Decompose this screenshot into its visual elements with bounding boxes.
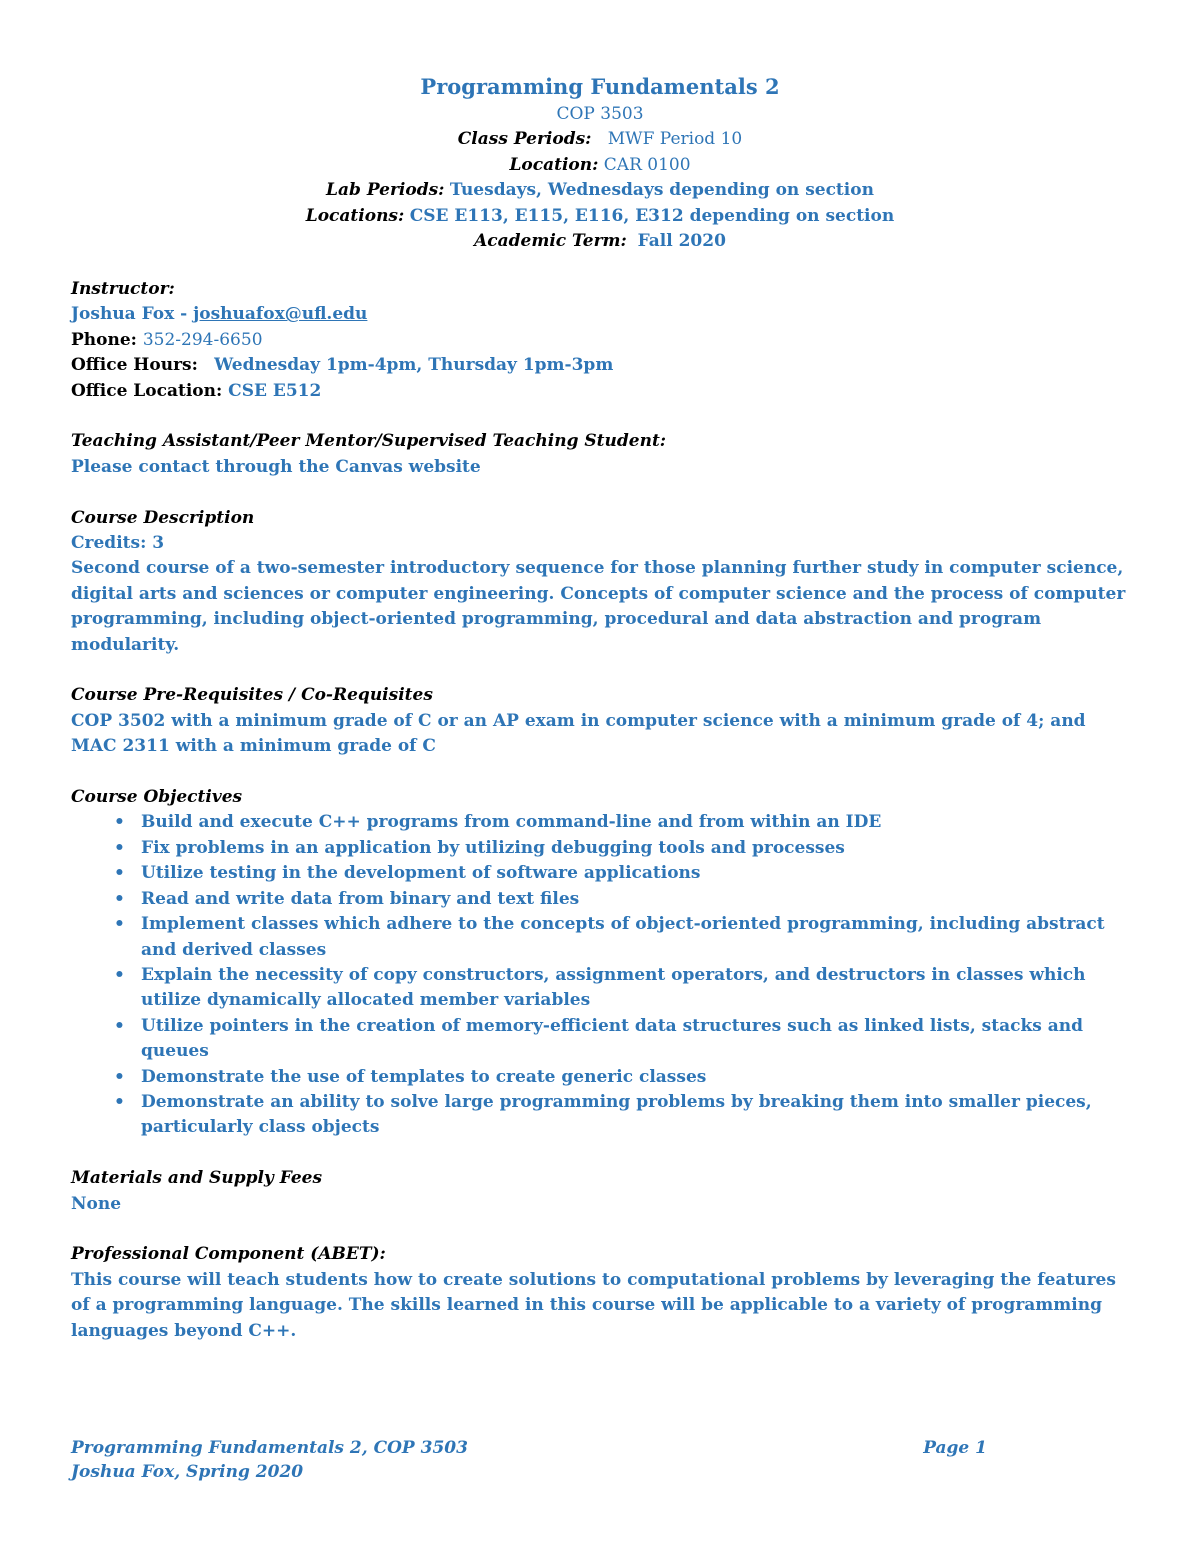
class-periods-label: Class Periods: <box>457 129 592 150</box>
list-item: • Build and execute C++ programs from command-line and from within an IDE <box>71 810 1133 835</box>
course-code: COP 3503 <box>556 104 644 124</box>
abet-heading: Professional Component (ABET): <box>71 1244 386 1265</box>
list-item: • Demonstrate an ability to solve large programming problems by breaking them into smaller pieces, particularly class objects <box>114 1091 1092 1138</box>
prereqs-heading: Course Pre-Requisites / Co-Requisites <box>71 685 433 706</box>
ta-text: Please contact through the Canvas website <box>71 456 481 477</box>
term-value: Fall 2020 <box>637 231 726 252</box>
list-item: • Explain the necessity of copy constructors, assignment operators, and destructors in classes which utilize dynamically allocated member variables <box>114 964 1086 1011</box>
list-item: • Utilize testing in the development of software applications <box>71 861 1133 886</box>
lab-periods-value: Tuesdays, Wednesdays depending on section <box>449 180 874 201</box>
lab-periods-line <box>0 178 1200 203</box>
page-footer <box>71 1436 987 1484</box>
office-location-line <box>71 379 1133 404</box>
list-item: • Fix problems in an application by utilizing debugging tools and processes <box>71 836 1133 861</box>
instructor-name-line <box>71 302 1133 327</box>
description-heading: Course Description <box>71 507 255 528</box>
location-line <box>0 153 1200 178</box>
instructor-email-link[interactable]: joshuafox@ufl.edu <box>193 304 368 325</box>
objectives-list <box>71 810 1133 1140</box>
class-periods-line <box>0 127 1200 152</box>
footer-author: Joshua Fox, Spring 2020 <box>71 1462 304 1482</box>
instructor-heading: Instructor: <box>71 279 175 299</box>
bullet-icon: • <box>114 1015 125 1036</box>
bullet-icon: • <box>114 837 125 858</box>
course-header <box>0 72 1200 254</box>
list-item: • Read and write data from binary and text files <box>71 887 1133 912</box>
lab-locations-value: CSE E113, E115, E116, E312 depending on section <box>409 205 895 226</box>
materials-text: None <box>71 1193 122 1214</box>
bullet-icon: • <box>114 964 125 985</box>
phone-label: Phone: <box>71 329 143 350</box>
office-hours-label: Office Hours: <box>71 355 198 376</box>
credits-text: Credits: 3 <box>71 533 165 554</box>
office-hours-line <box>71 353 1133 378</box>
materials-heading: Materials and Supply Fees <box>71 1168 323 1189</box>
footer-page-number: Page 1 <box>923 1438 987 1458</box>
bullet-icon: • <box>114 888 125 909</box>
term-label: Academic Term: <box>474 231 627 252</box>
objectives-heading: Course Objectives <box>71 787 243 808</box>
list-item: • Implement classes which adhere to the concepts of object-oriented programming, including abstract and derived classes <box>114 914 1105 960</box>
office-location-label: Office Location: <box>71 380 229 401</box>
location-label: Location: <box>509 154 599 175</box>
instructor-name: Joshua Fox - <box>71 304 194 325</box>
bullet-icon: • <box>114 1091 125 1112</box>
class-periods-value: MWF Period 10 <box>607 129 743 150</box>
list-item: • Demonstrate the use of templates to create generic classes <box>71 1065 1133 1090</box>
abet-text: This course will teach students how to create solutions to computational problems by leveraging the features of a programming language. The skills learned in this course will be applicable to a variety of programming languages beyond C++. <box>71 1269 1116 1341</box>
lab-periods-label: Lab Periods: <box>326 180 445 201</box>
ta-heading: Teaching Assistant/Peer Mentor/Supervised Teaching Student: <box>71 431 667 452</box>
phone-value: 352-294-6650 <box>142 329 263 350</box>
bullet-icon: • <box>114 863 125 884</box>
bullet-icon: • <box>114 812 125 833</box>
lab-locations-label: Locations: <box>305 205 405 226</box>
prereqs-text: COP 3502 with a minimum grade of C or an AP exam in computer science with a minimum grade of 4; and MAC 2311 with a minimum grade of C <box>71 710 1086 757</box>
course-title: Programming Fundamentals 2 <box>420 74 780 99</box>
term-line <box>0 229 1200 254</box>
bullet-icon: • <box>114 1066 125 1087</box>
bullet-icon: • <box>114 914 125 935</box>
description-text: Second course of a two-semester introductory sequence for those planning further study in computer science, digital arts and sciences or computer engineering. Concepts of computer science and the process of computer programming, including object-oriented programming, procedural and data abstraction and program modularity. <box>71 558 1126 655</box>
office-location-value: CSE E512 <box>228 380 322 401</box>
location-value: CAR 0100 <box>603 154 691 175</box>
list-item: • Utilize pointers in the creation of memory-efficient data structures such as linked lists, stacks and queues <box>114 1015 1083 1062</box>
phone-line <box>71 328 1133 353</box>
office-hours-value: Wednesday 1pm-4pm, Thursday 1pm-3pm <box>214 355 614 376</box>
syllabus-content <box>71 277 1133 1344</box>
footer-course: Programming Fundamentals 2, COP 3503 <box>71 1438 468 1458</box>
lab-locations-line <box>0 204 1200 229</box>
